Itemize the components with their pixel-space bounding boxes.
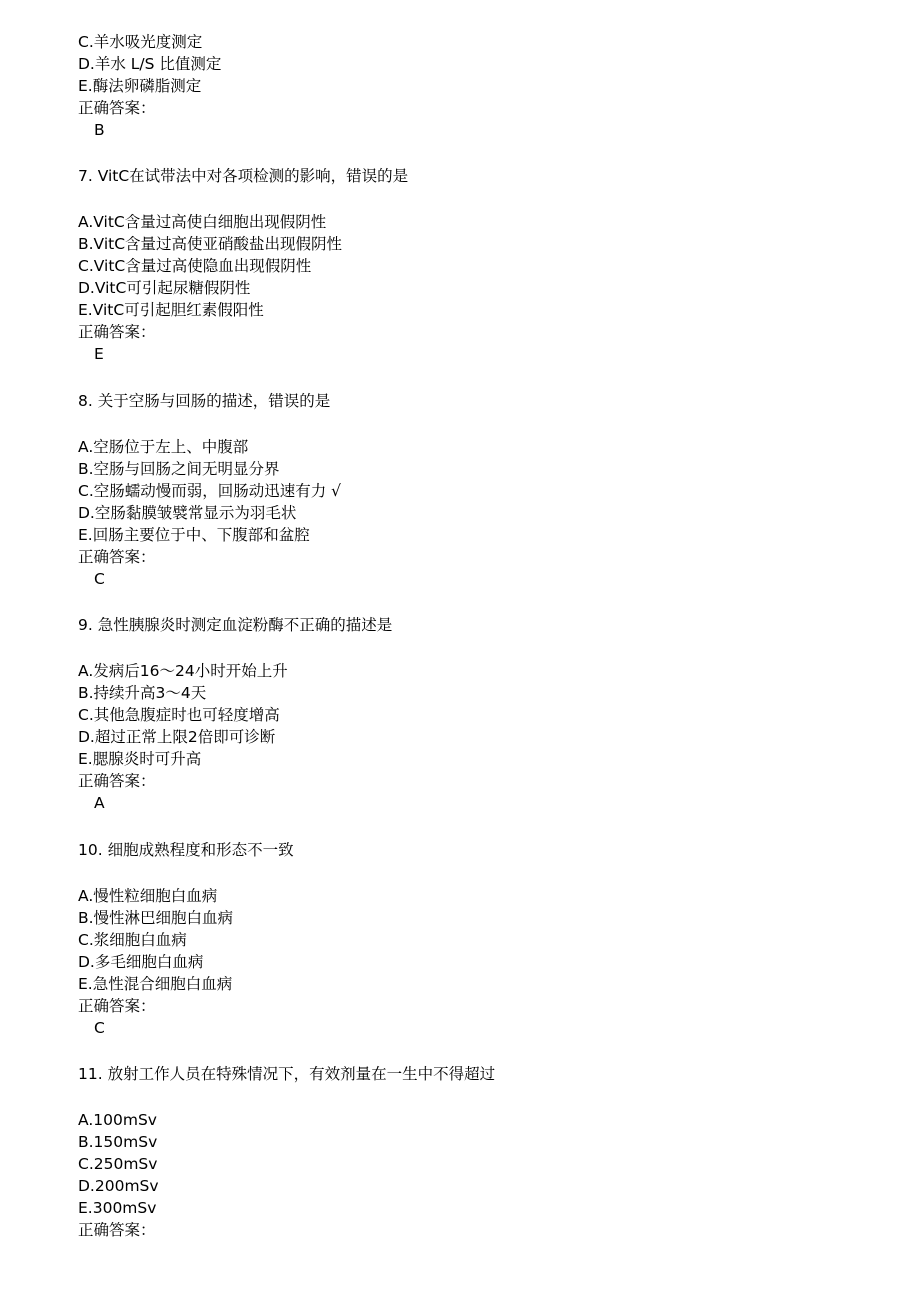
option-e: E.VitC可引起胆红素假阳性 [78, 301, 264, 319]
answer-label: 正确答案： [78, 772, 156, 790]
answer-value: C [94, 1019, 105, 1037]
option-c: C.羊水吸光度测定 [78, 33, 203, 51]
option-d: D.200mSv [78, 1177, 159, 1195]
answer-label: 正确答案： [78, 1221, 156, 1239]
option-e: E.酶法卵磷脂测定 [78, 77, 202, 95]
option-d: D.超过正常上限2倍即可诊断 [78, 728, 276, 746]
option-a: A.慢性粒细胞白血病 [78, 887, 218, 905]
answer-label: 正确答案： [78, 323, 156, 341]
option-b: B.慢性淋巴细胞白血病 [78, 909, 234, 927]
answer-value: C [94, 570, 105, 588]
option-c: C.浆细胞白血病 [78, 931, 187, 949]
question-title: 10. 细胞成熟程度和形态不一致 [78, 841, 294, 859]
option-b: B.VitC含量过高使亚硝酸盐出现假阴性 [78, 235, 343, 253]
option-a: A.100mSv [78, 1111, 157, 1129]
option-e: E.300mSv [78, 1199, 157, 1217]
answer-value: B [94, 121, 105, 139]
answer-value: A [94, 794, 105, 812]
answer-value: E [94, 345, 104, 363]
answer-label: 正确答案： [78, 997, 156, 1015]
option-a: A.发病后16～24小时开始上升 [78, 662, 288, 680]
question-title: 8. 关于空肠与回肠的描述，错误的是 [78, 392, 331, 410]
option-a: A.VitC含量过高使白细胞出现假阴性 [78, 213, 327, 231]
option-e: E.急性混合细胞白血病 [78, 975, 233, 993]
option-d: D.多毛细胞白血病 [78, 953, 204, 971]
option-c: C.250mSv [78, 1155, 158, 1173]
option-c: C.VitC含量过高使隐血出现假阴性 [78, 257, 312, 275]
option-d: D.羊水 L/S 比值测定 [78, 55, 222, 73]
question-title: 9. 急性胰腺炎时测定血淀粉酶不正确的描述是 [78, 616, 393, 634]
question-title: 11. 放射工作人员在特殊情况下，有效剂量在一生中不得超过 [78, 1065, 496, 1083]
answer-label: 正确答案： [78, 548, 156, 566]
option-e: E.回肠主要位于中、下腹部和盆腔 [78, 526, 310, 544]
option-b: B.空肠与回肠之间无明显分界 [78, 460, 280, 478]
option-a: A.空肠位于左上、中腹部 [78, 438, 249, 456]
option-d: D.空肠黏膜皱襞常显示为羽毛状 [78, 504, 297, 522]
question-title: 7. VitC在试带法中对各项检测的影响，错误的是 [78, 167, 409, 185]
answer-label: 正确答案： [78, 99, 156, 117]
option-b: B.持续升高3～4天 [78, 684, 207, 702]
option-c: C.空肠蠕动慢而弱，回肠动迅速有力 √ [78, 482, 342, 500]
option-e: E.腮腺炎时可升高 [78, 750, 202, 768]
option-b: B.150mSv [78, 1133, 158, 1151]
option-d: D.VitC可引起尿糖假阴性 [78, 279, 251, 297]
option-c: C.其他急腹症时也可轻度增高 [78, 706, 280, 724]
